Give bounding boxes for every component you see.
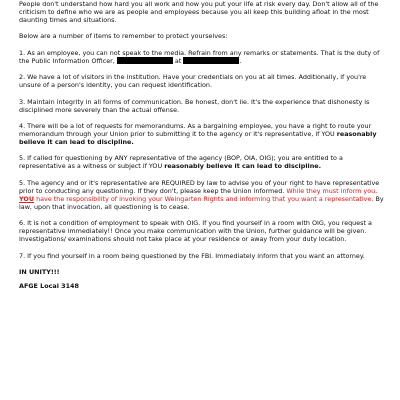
intro-paragraph: People don't understand how hard you all work and how you put your life at risk every day. Don't allow all of the criticism to define who we are as people and employees because you all keep this building afloat in the most daunting times and situations. — [19, 0, 379, 25]
item-questioning-text: 5. If called for questioning by ANY representative of the agency (BOP, OIA, OIG); you are entitled to a representative as a witness or subject if YOU — [19, 154, 343, 171]
item-memorandums — [19, 122, 387, 146]
item-media — [19, 49, 387, 65]
signature: AFGE Local 3148 — [19, 282, 79, 291]
item-oig: 6. It is not a condition of employment to speak with OIG. If you find yourself in a room with OIG, you request a representative immediately!! Once you make communication with the Union, further guidance will be given. Investigations/ examinations should not take place at your residence or away from your duty location. — [19, 219, 372, 244]
item-weingarten-you: YOU — [19, 194, 35, 203]
item-integrity: 3. Maintain integrity in all forms of communication. Be honest, don't lie. It's the experience that dishonesty is disciplined more severely than the actual offense. — [19, 97, 370, 114]
list-intro: Below are a number of items to remember to protect yourselves: — [19, 32, 228, 41]
item-credentials: 2. We have a lot of visitors in the institution. Have your credentials on you at all times. Additionally, if you're unsure of a person's identity, you can request identification. — [19, 73, 367, 90]
item-memorandums-bold: reasonably believe it can lead to discipline. — [19, 129, 377, 147]
item-questioning-bold: reasonably believe it can lead to discipline. — [164, 162, 322, 171]
redaction-box — [183, 56, 242, 65]
item-weingarten — [19, 179, 387, 211]
redaction-box — [117, 57, 173, 64]
item-weingarten-text: 5. The agency and or it's representative are REQUIRED by law to advise you of your right to have representative prior to conducting any questioning. If they don't, please keep the Union informed. — [19, 178, 380, 195]
item-weingarten-law: By law, upon that invocation, all questioning is to cease. — [19, 194, 384, 211]
item-memorandums-text: 4. There will be a lot of requests for memorandums. As a bargaining employee, you have a right to route your memorandum through your Union prior to submitting it to the agency or it's representative, if YOU — [19, 121, 372, 138]
item-weingarten-red-b: have the responsibility of invoking your Weingarten Rights and informing that you want a representative. — [36, 194, 374, 203]
item-media-period: . — [239, 56, 242, 65]
item-weingarten-red: While they must inform you, — [286, 186, 378, 195]
item-questioning — [19, 154, 387, 170]
closing-line: IN UNITY!!! — [19, 268, 60, 277]
item-media-text: 1. As an employee, you can not speak to the media. Refrain from any remarks or statements. That is the duty of the Public Information Officer, — [19, 48, 380, 65]
item-fbi: 7. If you find yourself in a room being questioned by the FBI. Immediately inform that you want an attorney. — [19, 251, 365, 260]
item-media-at: at — [174, 56, 182, 65]
document-body — [19, 0, 387, 298]
